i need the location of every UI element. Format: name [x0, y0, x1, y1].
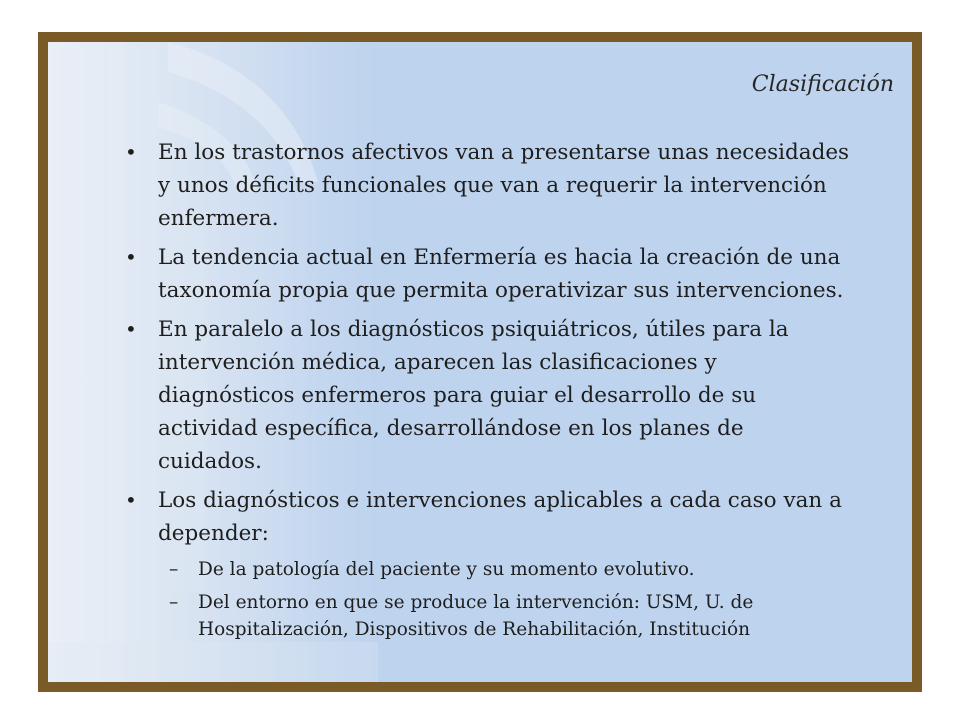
bullet-marker: •	[125, 245, 137, 269]
bullet-marker: •	[125, 140, 137, 164]
bullet-text: La tendencia actual en Enfermería es hacia la creación de una taxonomía propia que permita operativizar sus intervenciones.	[158, 245, 844, 303]
bullet-marker: •	[125, 488, 137, 512]
sub-bullet-text: De la patología del paciente y su momento evolutivo.	[198, 559, 695, 580]
bullet-marker: •	[125, 317, 137, 341]
bullet-text: En paralelo a los diagnósticos psiquiátricos, útiles para la intervención médica, aparecen las clasificaciones y diagnósticos enfermeros para guiar el desarrollo de su actividad específica, desarrollándose en los planes de cuidados.	[158, 317, 789, 474]
sub-bullet-marker: –	[169, 592, 179, 613]
sub-bullet-marker: –	[169, 559, 179, 580]
bullet-text: Los diagnósticos e intervenciones aplicables a cada caso van a depender:	[158, 488, 842, 546]
bullet-list	[122, 136, 852, 643]
bullet-item	[122, 241, 852, 307]
slide-title: Clasificación	[751, 72, 894, 97]
sub-bullet-text: Del entorno en que se produce la intervención: USM, U. de Hospitalización, Dispositivos de Rehabilitación, Institución	[198, 592, 754, 640]
bullet-item	[122, 484, 852, 550]
slide-frame	[38, 32, 922, 692]
bullet-item	[122, 136, 852, 235]
bullet-text: En los trastornos afectivos van a presentarse unas necesidades y unos déficits funcionales que van a requerir la intervención enfermera.	[158, 140, 850, 231]
bullet-item	[122, 313, 852, 478]
sub-bullet-item	[122, 556, 852, 583]
sub-bullet-item	[122, 589, 852, 643]
